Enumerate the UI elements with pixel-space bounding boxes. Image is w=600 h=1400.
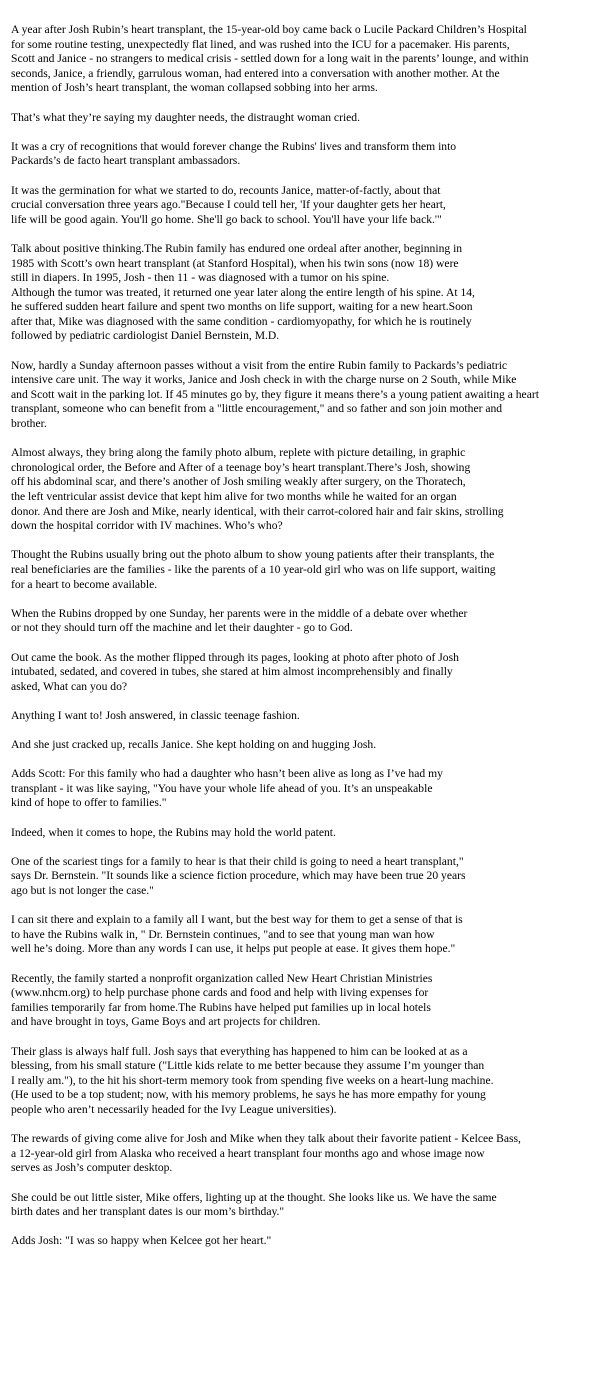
paragraph-line: for a heart to become available. xyxy=(11,577,158,591)
paragraph-line: transplant - it was like saying, "You have your whole life ahead of you. It’s an unspeakable xyxy=(11,781,433,795)
paragraph-line: (He used to be a top student; now, with his memory problems, he says he has more empathy for young xyxy=(11,1088,486,1102)
paragraph-line: asked, What can you do? xyxy=(11,679,128,693)
paragraph-line: She could be out little sister, Mike offers, lighting up at the thought. She looks like us. We have the same xyxy=(11,1190,497,1204)
paragraph-line: Their glass is always half full. Josh says that everything has happened to him can be looked at as a xyxy=(11,1044,468,1058)
paragraph-line: crucial conversation three years ago."Because I could tell her, 'If your daughter gets her heart, xyxy=(11,198,446,212)
paragraph-line: and have brought in toys, Game Boys and art projects for children. xyxy=(11,1015,321,1029)
paragraph-line: A year after Josh Rubin’s heart transplant, the 15-year-old boy came back o Lucile Packard Children’s Hospital xyxy=(11,23,527,36)
paragraph-line: for some routine testing, unexpectedly flat lined, and was rushed into the ICU for a pacemaker. His parents, xyxy=(11,37,510,51)
paragraph-line: life will be good again. You'll go home. She'll go back to school. You'll have your life back.'" xyxy=(11,212,442,226)
article-paragraph xyxy=(11,607,600,636)
paragraph-line: off his abdominal scar, and there’s another of Josh smiling weakly after surgery, on the Thoratech, xyxy=(11,475,466,489)
paragraph-line: to have the Rubins walk in, " Dr. Bernstein continues, "and to see that young man wan how xyxy=(11,927,435,941)
article-body xyxy=(11,23,600,1263)
paragraph-line: Indeed, when it comes to hope, the Rubins may hold the world patent. xyxy=(11,825,336,839)
paragraph-line: (www.nhcm.org) to help purchase phone cards and food and help with living expenses for xyxy=(11,986,429,1000)
paragraph-line: he suffered sudden heart failure and spent two months on life support, waiting for a new heart.Soon xyxy=(11,300,473,314)
article-paragraph xyxy=(11,709,600,724)
article-paragraph xyxy=(11,184,600,228)
article-paragraph xyxy=(11,1234,600,1249)
article-paragraph xyxy=(11,111,600,126)
paragraph-line: seconds, Janice, a friendly, garrulous woman, had entered into a conversation with another mother. At the xyxy=(11,66,500,80)
paragraph-line: real beneficiaries are the families - like the parents of a 10 year-old girl who was on life support, waiting xyxy=(11,562,496,576)
article-paragraph xyxy=(11,767,600,811)
paragraph-line: or not they should turn off the machine and let their daughter - go to God. xyxy=(11,621,353,635)
paragraph-line: It was the germination for what we started to do, recounts Janice, matter-of-factly, about that xyxy=(11,183,441,197)
paragraph-line: people who aren’t necessarily headed for the Ivy League universities). xyxy=(11,1102,337,1116)
article-paragraph xyxy=(11,242,600,344)
article-paragraph xyxy=(11,23,600,96)
paragraph-line: And she just cracked up, recalls Janice. She kept holding on and hugging Josh. xyxy=(11,738,377,752)
paragraph-line: Although the tumor was treated, it returned one year later along the entire length of his spine. At 14, xyxy=(11,285,475,299)
paragraph-line: transplant, someone who can benefit from a "little encouragement," and so father and son join mother and xyxy=(11,402,503,416)
article-paragraph xyxy=(11,140,600,169)
paragraph-line: well he’s doing. More than any words I can use, it helps put people at ease. It gives them hope." xyxy=(11,942,456,956)
article-paragraph xyxy=(11,548,600,592)
paragraph-line: It was a cry of recognitions that would forever change the Rubins' lives and transform them into xyxy=(11,139,457,153)
paragraph-line: and Scott wait in the parking lot. If 45 minutes go by, they figure it means there’s a young patient awaiting a heart xyxy=(11,387,539,401)
article-paragraph xyxy=(11,972,600,1030)
paragraph-line: a 12-year-old girl from Alaska who received a heart transplant four months ago and whose image now xyxy=(11,1146,485,1160)
paragraph-line: When the Rubins dropped by one Sunday, her parents were in the middle of a debate over whether xyxy=(11,606,468,620)
paragraph-line: birth dates and her transplant dates is our mom’s birthday." xyxy=(11,1205,285,1219)
article-paragraph xyxy=(11,913,600,957)
article-paragraph xyxy=(11,359,600,432)
paragraph-line: One of the scariest tings for a family to hear is that their child is going to need a heart transplant," xyxy=(11,854,464,868)
paragraph-line: families temporarily far from home.The Rubins have helped put families up in local hotels xyxy=(11,1000,431,1014)
paragraph-line: mention of Josh’s heart transplant, the woman collapsed sobbing into her arms. xyxy=(11,81,378,95)
paragraph-line: the left ventricular assist device that kept him alive for two months while he waited for an organ xyxy=(11,490,457,503)
paragraph-line: Adds Scott: For this family who had a daughter who hasn’t been alive as long as I’ve had my xyxy=(11,767,443,781)
paragraph-line: followed by pediatric cardiologist Daniel Bernstein, M.D. xyxy=(11,329,280,343)
article-paragraph xyxy=(11,826,600,841)
article-paragraph xyxy=(11,1191,600,1220)
article-paragraph xyxy=(11,651,600,695)
paragraph-line: ago but is not longer the case." xyxy=(11,884,154,898)
article-paragraph xyxy=(11,855,600,899)
article-paragraph xyxy=(11,1045,600,1118)
paragraph-line: after that, Mike was diagnosed with the same condition - cardiomyopathy, for which he is routinely xyxy=(11,314,472,328)
paragraph-line: I really am."), to the hit his short-term memory took from spending five weeks on a heart-lung machine. xyxy=(11,1073,494,1087)
paragraph-line: still in diapers. In 1995, Josh - then 11 - was diagnosed with a tumor on his spine. xyxy=(11,271,390,285)
paragraph-line: Out came the book. As the mother flipped through its pages, looking at photo after photo of Josh xyxy=(11,650,459,664)
paragraph-line: 1985 with Scott’s own heart transplant (at Stanford Hospital), when his twin sons (now 18) were xyxy=(11,256,459,270)
paragraph-line: intubated, sedated, and covered in tubes, she stared at him almost incomprehensibly and finally xyxy=(11,665,453,679)
paragraph-line: Scott and Janice - no strangers to medical crisis - settled down for a long wait in the parents’ lounge, and within xyxy=(11,52,529,66)
paragraph-line: Adds Josh: "I was so happy when Kelcee got her heart." xyxy=(11,1234,272,1248)
paragraph-line: says Dr. Bernstein. "It sounds like a science fiction procedure, which may have been true 20 years xyxy=(11,869,466,883)
article-paragraph xyxy=(11,1132,600,1176)
article-paragraph xyxy=(11,738,600,753)
paragraph-line: The rewards of giving come alive for Josh and Mike when they talk about their favorite patient - Kelcee Bass, xyxy=(11,1132,521,1146)
paragraph-line: intensive care unit. The way it works, Janice and Josh check in with the charge nurse on 2 South, while Mike xyxy=(11,373,517,387)
paragraph-line: Thought the Rubins usually bring out the photo album to show young patients after their transplants, the xyxy=(11,548,495,562)
paragraph-line: brother. xyxy=(11,417,47,431)
paragraph-line: Almost always, they bring along the family photo album, replete with picture detailing, in graphic xyxy=(11,446,466,460)
paragraph-line: Anything I want to! Josh answered, in classic teenage fashion. xyxy=(11,708,300,722)
paragraph-line: Now, hardly a Sunday afternoon passes without a visit from the entire Rubin family to Packards’s pediatric xyxy=(11,358,508,372)
paragraph-line: kind of hope to offer to families." xyxy=(11,796,167,810)
paragraph-line: I can sit there and explain to a family all I want, but the best way for them to get a sense of that is xyxy=(11,913,463,927)
paragraph-line: blessing, from his small stature ("Little kids relate to me better because they assume I’m younger than xyxy=(11,1059,485,1073)
paragraph-line: donor. And there are Josh and Mike, nearly identical, with their carrot-colored hair and fair skins, strolling xyxy=(11,504,504,518)
article-paragraph xyxy=(11,446,600,534)
paragraph-line: Recently, the family started a nonprofit organization called New Heart Christian Ministries xyxy=(11,971,433,985)
paragraph-line: Packards’s de facto heart transplant ambassadors. xyxy=(11,154,241,168)
paragraph-line: down the hospital corridor with IV machines. Who’s who? xyxy=(11,519,283,533)
paragraph-line: Talk about positive thinking.The Rubin family has endured one ordeal after another, beginning in xyxy=(11,241,463,255)
paragraph-line: serves as Josh’s computer desktop. xyxy=(11,1161,173,1175)
paragraph-line: chronological order, the Before and After of a teenage boy’s heart transplant.There’s Josh, showing xyxy=(11,460,471,474)
paragraph-line: That’s what they’re saying my daughter needs, the distraught woman cried. xyxy=(11,110,361,124)
